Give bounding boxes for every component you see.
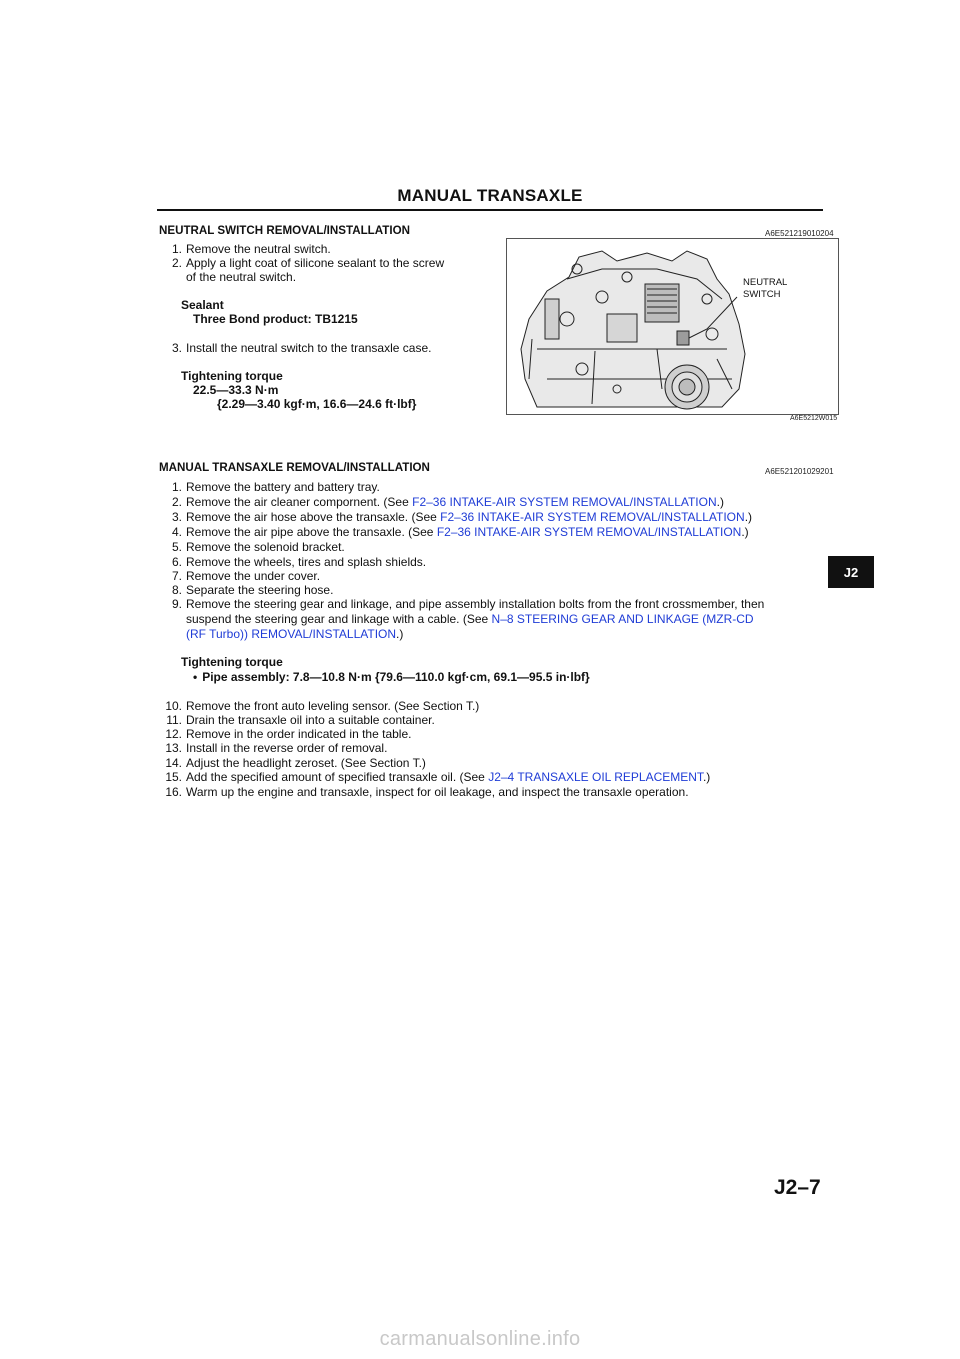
step-item <box>159 525 749 539</box>
step-text: Drain the transaxle oil into a suitable container. <box>186 713 435 727</box>
section-code: A6E521219010204 <box>765 229 834 238</box>
title-rule <box>157 209 823 211</box>
step-text: Remove the air cleaner compornent. (See <box>186 495 413 509</box>
torque-value-1: 22.5—33.3 N·m <box>193 383 279 397</box>
reference-link[interactable]: (RF Turbo)) REMOVAL/INSTALLATION <box>186 627 397 641</box>
step-number: 5. <box>171 540 182 554</box>
step-number: 3. <box>171 341 182 355</box>
step-number: 8. <box>171 583 182 597</box>
step-item <box>159 785 689 799</box>
step-item <box>159 699 479 713</box>
step-number: 11. <box>166 713 182 727</box>
step-continuation <box>186 612 754 626</box>
step-number: 2. <box>171 256 182 270</box>
torque-value-2: {2.29—3.40 kgf·m, 16.6—24.6 ft·lbf} <box>217 397 417 411</box>
page-title: MANUAL TRANSAXLE <box>397 186 583 205</box>
step-text: Remove the air pipe above the transaxle. (See <box>186 525 437 539</box>
step-number: 1. <box>171 480 182 494</box>
step-number: 7. <box>171 569 182 583</box>
step-number: 14. <box>165 756 182 770</box>
step-number: 12. <box>165 727 182 741</box>
step-number: 16. <box>165 785 182 799</box>
sealant-value: Three Bond product: TB1215 <box>193 312 358 326</box>
step-number: 4. <box>171 525 182 539</box>
callout-neutral-switch-line2: SWITCH <box>743 289 781 300</box>
step-continuation <box>186 627 403 641</box>
step-item <box>159 756 426 770</box>
step-tail: .) <box>702 770 711 784</box>
reference-link[interactable]: N–8 STEERING GEAR AND LINKAGE (MZR-CD <box>491 612 754 626</box>
step-item <box>159 540 345 554</box>
watermark: carmanualsonline.info <box>379 1328 581 1350</box>
step-item <box>159 510 752 524</box>
step-text: Install in the reverse order of removal. <box>186 741 388 755</box>
section-heading-transaxle-removal: MANUAL TRANSAXLE REMOVAL/INSTALLATION <box>159 461 430 474</box>
page-number: J2–7 <box>774 1176 821 1199</box>
step-text: Adjust the headlight zeroset. (See Section T.) <box>186 756 426 770</box>
step-item <box>159 242 331 256</box>
step-text: Remove the wheels, tires and splash shields. <box>186 555 427 569</box>
reference-link[interactable]: F2–36 INTAKE-AIR SYSTEM REMOVAL/INSTALLATION <box>436 525 742 539</box>
section-code: A6E521201029201 <box>765 467 834 476</box>
step-item <box>159 727 411 741</box>
torque-label: Tightening torque <box>181 655 283 669</box>
step-text: Remove the under cover. <box>186 569 321 583</box>
step-number: 10. <box>165 699 182 713</box>
step-number: 6. <box>171 555 182 569</box>
reference-link[interactable]: F2–36 INTAKE-AIR SYSTEM REMOVAL/INSTALLATION <box>412 495 717 509</box>
step-text: Add the specified amount of specified transaxle oil. (See <box>186 770 489 784</box>
step-tail: .) <box>396 627 404 641</box>
torque-item-text: Pipe assembly: 7.8—10.8 N·m {79.6—110.0 kgf·cm, 69.1—95.5 in·lbf} <box>202 670 590 684</box>
torque-item <box>193 670 590 684</box>
step-text: Remove the front auto leveling sensor. (See Section T.) <box>186 699 480 713</box>
step-text: Apply a light coat of silicone sealant to the screw <box>186 256 445 270</box>
step-item <box>159 569 320 583</box>
step-number: 1. <box>171 242 182 256</box>
reference-link[interactable]: J2–4 TRANSAXLE OIL REPLACEMENT <box>488 770 703 784</box>
step-text: Warm up the engine and transaxle, inspect for oil leakage, and inspect the transaxle operation. <box>186 785 689 799</box>
transaxle-illustration <box>507 239 838 414</box>
step-tail: .) <box>744 510 753 524</box>
step-text: Remove the steering gear and linkage, and pipe assembly installation bolts from the front crossmember, then <box>186 597 765 611</box>
step-text: Install the neutral switch to the transaxle case. <box>186 341 432 355</box>
step-tail: .) <box>716 495 724 509</box>
step-item <box>159 495 724 509</box>
step-item <box>159 741 387 755</box>
step-number: 15. <box>165 770 182 784</box>
step-item <box>159 341 431 355</box>
step-number: 13. <box>165 741 182 755</box>
step-item <box>159 256 444 270</box>
step-continuation: of the neutral switch. <box>186 270 297 284</box>
step-item <box>159 583 333 597</box>
callout-neutral-switch-line1: NEUTRAL <box>743 277 788 288</box>
step-item <box>159 713 435 727</box>
step-item <box>159 480 380 494</box>
step-number: 2. <box>171 495 182 509</box>
torque-label: Tightening torque <box>181 369 283 383</box>
step-text: Separate the steering hose. <box>186 583 334 597</box>
figure-code: A6E5212W015 <box>790 415 838 422</box>
sealant-label: Sealant <box>181 298 224 312</box>
section-tab-j2[interactable]: J2 <box>828 556 874 588</box>
step-text: Remove the air hose above the transaxle. (See <box>186 510 441 524</box>
step-text: suspend the steering gear and linkage with a cable. (See <box>186 612 492 626</box>
reference-link[interactable]: F2–36 INTAKE-AIR SYSTEM REMOVAL/INSTALLATION <box>440 510 745 524</box>
step-item <box>159 770 710 784</box>
step-text: Remove in the order indicated in the table. <box>186 727 412 741</box>
step-text: Remove the neutral switch. <box>186 242 331 256</box>
step-item <box>159 597 764 611</box>
bullet: • <box>193 670 198 684</box>
section-heading-neutral-switch: NEUTRAL SWITCH REMOVAL/INSTALLATION <box>159 224 410 237</box>
transaxle-figure <box>506 238 839 415</box>
step-text: Remove the battery and battery tray. <box>186 480 380 494</box>
step-number: 9. <box>171 597 182 611</box>
step-text: Remove the solenoid bracket. <box>186 540 345 554</box>
step-number: 3. <box>171 510 182 524</box>
step-tail: .) <box>741 525 749 539</box>
step-item <box>159 555 426 569</box>
